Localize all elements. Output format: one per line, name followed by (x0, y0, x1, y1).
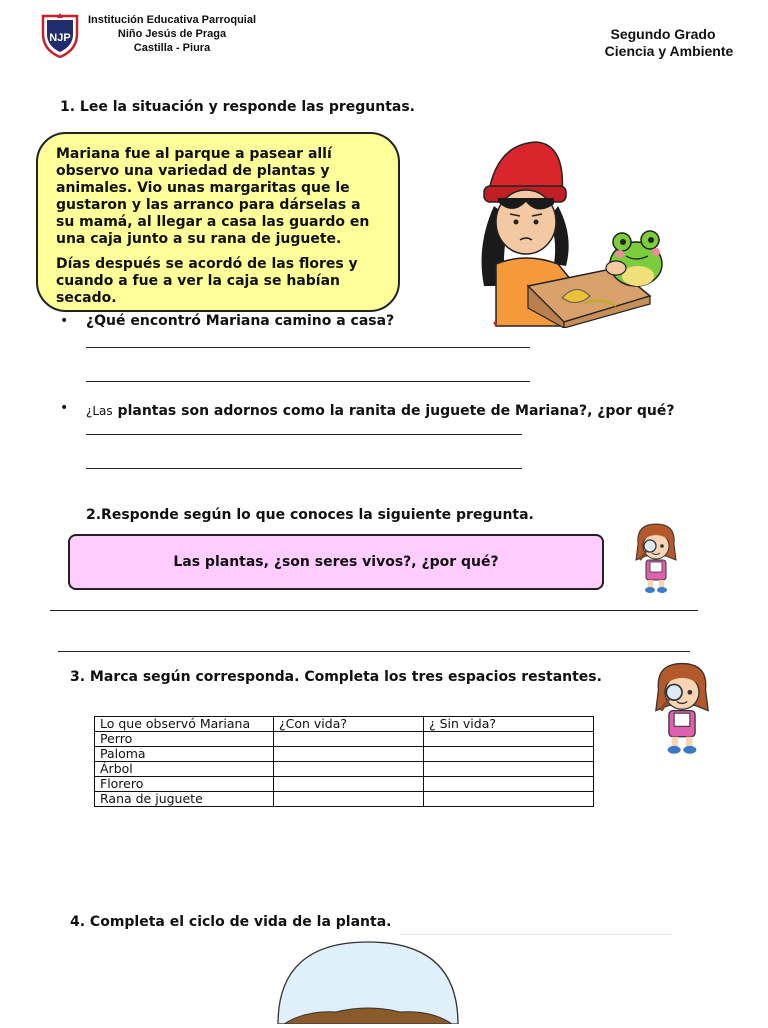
table-row (95, 747, 594, 762)
table-row-label: Florero (95, 777, 274, 792)
con-vida-cell[interactable] (274, 777, 424, 792)
sin-vida-cell[interactable] (424, 732, 594, 747)
answer-line-1a-2[interactable] (86, 381, 530, 382)
subject-label: Ciencia y Ambiente (604, 43, 734, 59)
question-1b (86, 400, 674, 419)
table-header-row (95, 717, 594, 732)
table-header-cell: ¿ Sin vida? (424, 717, 594, 732)
table-row (95, 732, 594, 747)
school-logo (40, 12, 80, 58)
logo-lettering: NJP (49, 32, 71, 44)
question-2-box (68, 534, 604, 590)
grade-subject (600, 26, 738, 60)
girl-magnifier-illustration (630, 522, 682, 594)
answer-line-1b-2[interactable] (86, 468, 522, 469)
con-vida-cell[interactable] (274, 762, 424, 777)
answer-line-2-2[interactable] (58, 651, 690, 652)
table-row (95, 792, 594, 807)
bullet-dot: • (60, 313, 69, 329)
plant-life-cycle-illustration (276, 940, 460, 1024)
question-4-title: 4. Completa el ciclo de vida de la planta. (70, 914, 392, 930)
answer-line-1a-1[interactable] (86, 347, 530, 348)
question-1b-prefix: ¿Las (86, 404, 113, 418)
table-row-label: Árbol (95, 762, 274, 777)
table-header-cell: ¿Con vida? (274, 717, 424, 732)
answer-line-1b-1[interactable] (86, 434, 522, 435)
con-vida-cell[interactable] (274, 792, 424, 807)
table-row-label: Rana de juguete (95, 792, 274, 807)
question-3-title: 3. Marca según corresponda. Completa los tres espacios restantes. (70, 669, 602, 685)
table-row (95, 762, 594, 777)
sin-vida-cell[interactable] (424, 747, 594, 762)
school-line-2: Niño Jesús de Praga (117, 28, 227, 40)
table-row (95, 777, 594, 792)
story-paragraph-2: Días después se acordó de las flores y cuando a fue a ver la caja se habían secado. (56, 256, 358, 306)
con-vida-cell[interactable] (274, 747, 424, 762)
question-2-text: Las plantas, ¿son seres vivos?, ¿por qué? (173, 554, 499, 570)
table-header-cell: Lo que observó Mariana (95, 717, 274, 732)
story-paragraph-1: Mariana fue al parque a pasear allí observo una variedad de plantas y animales. Vio unas margaritas que le gustaron y las arranco para dárselas a su mamá, al llegar a casa las guardo en una caja junto a su rana de juguete. (56, 146, 370, 247)
table-row-label: Perro (95, 732, 274, 747)
school-line-1: Institución Educativa Parroquial (87, 14, 257, 26)
answer-line-2-1[interactable] (50, 610, 698, 611)
bullet-dot: • (60, 400, 69, 416)
school-name (80, 13, 264, 55)
sin-vida-cell[interactable] (424, 762, 594, 777)
question-1a: ¿Qué encontró Mariana camino a casa? (86, 313, 395, 329)
table-row-label: Paloma (95, 747, 274, 762)
school-line-3: Castilla - Piura (133, 42, 211, 54)
con-vida-cell[interactable] (274, 732, 424, 747)
story-box (36, 132, 400, 312)
grade-label: Segundo Grado (610, 26, 716, 42)
sin-vida-cell[interactable] (424, 792, 594, 807)
sin-vida-cell[interactable] (424, 777, 594, 792)
question-1-title: 1. Lee la situación y responde las preguntas. (60, 99, 415, 115)
observation-table (94, 716, 594, 807)
question-2-title: 2.Responde según lo que conoces la siguiente pregunta. (86, 507, 534, 523)
girl-magnifier-illustration-2 (648, 660, 716, 756)
question-1b-text: plantas son adornos como la ranita de juguete de Mariana?, ¿por qué? (112, 403, 675, 419)
girl-with-box-illustration (466, 136, 672, 328)
faint-divider (400, 934, 672, 935)
